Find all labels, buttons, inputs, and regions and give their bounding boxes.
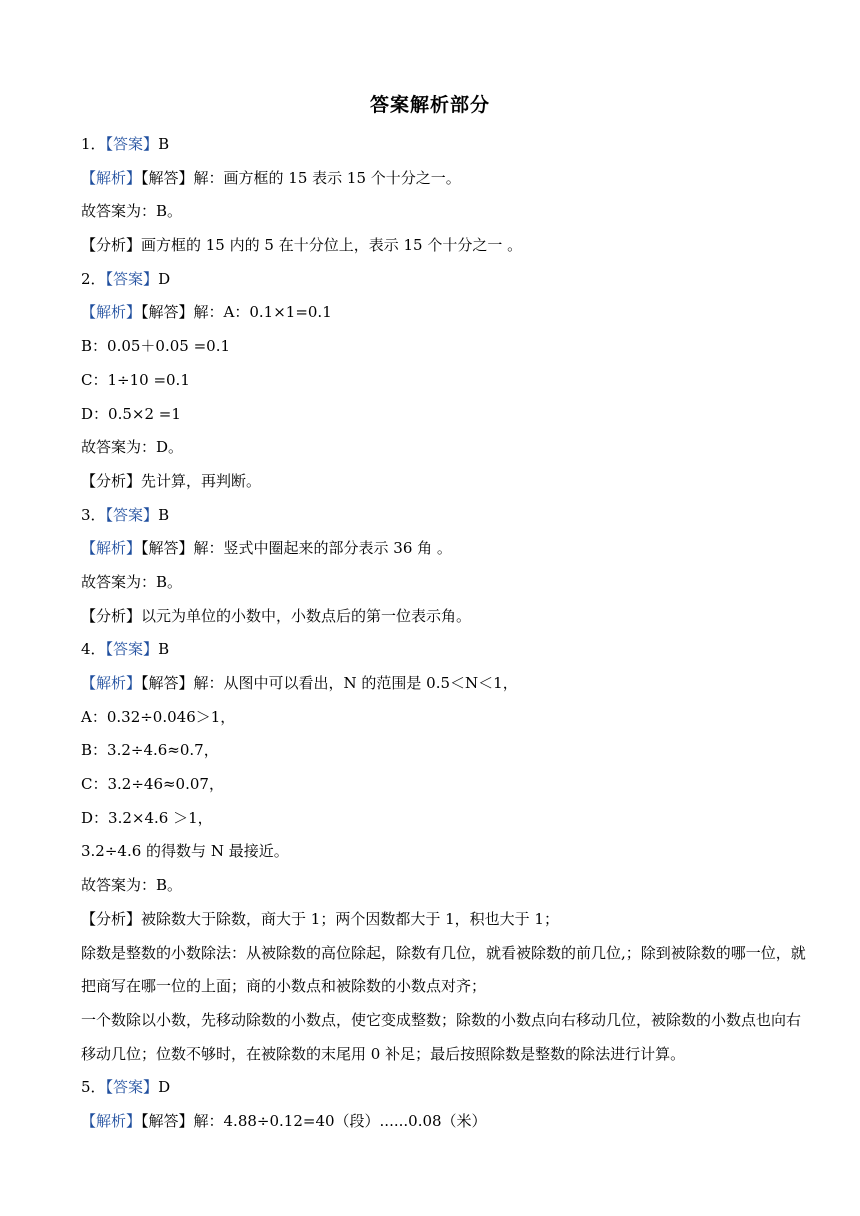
q1-analysis: 【分析】画方框的 15 内的 5 在十分位上，表示 15 个十分之一 。 (81, 236, 523, 255)
q1-solution-line (81, 162, 811, 196)
q3-answer: B (158, 505, 170, 524)
q2-number: 2． (81, 269, 106, 288)
q2-conclusion: 故答案为：D。 (81, 438, 184, 457)
page-title: 答案解析部分 (369, 94, 490, 116)
q4-analysis: 【分析】被除数大于除数，商大于 1；两个因数都大于 1，积也大于 1； (81, 909, 559, 928)
q5-solution: 【解答】解：4.88÷0.12=40（段）......0.08（米） (141, 1112, 487, 1130)
q3-number: 3． (81, 505, 106, 524)
q5-answer-line (81, 1071, 811, 1105)
q4-conclusion: 故答案为：B。 (81, 876, 183, 895)
q4-analysis-3: 一个数除以小数，先移动除数的小数点，使它变成整数；除数的小数点向右移动几位，被除数的小数点也向右移动几位；位数不够时，在被除数的末尾用 0 补足；最后按照除数是整数的除法进行计算。 (81, 1010, 802, 1063)
q3-conclusion: 故答案为：B。 (81, 572, 183, 591)
answer-content (81, 128, 811, 1139)
q3-analysis: 【分析】以元为单位的小数中，小数点后的第一位表示角。 (81, 606, 472, 625)
q4-number: 4． (81, 640, 106, 659)
q3-solution: 【解答】解：竖式中圈起来的部分表示 36 角 。 (141, 539, 452, 558)
q3-solution-line (81, 532, 811, 566)
q1-conclusion: 故答案为：B。 (81, 202, 183, 221)
q2-solution: 【解答】解：A：0.1×1=0.1 (141, 303, 332, 322)
q3-answer-line (81, 499, 811, 533)
q2-answer-tag: 【答案】 (105, 269, 159, 288)
q4-line-a: A：0.32÷0.046＞1， (81, 707, 236, 726)
q4-answer-line (81, 633, 811, 667)
q4-answer: B (158, 640, 170, 659)
q1-number: 1． (81, 135, 106, 153)
q2-jiexi-tag: 【解析】 (81, 303, 142, 322)
q5-jiexi-tag: 【解析】 (81, 1112, 142, 1130)
q4-jiexi-tag: 【解析】 (81, 674, 142, 692)
q4-solution-line (81, 667, 811, 701)
q4-solution: 【解答】解：从图中可以看出，N 的范围是 0.5＜N＜1， (141, 674, 518, 692)
q1-answer-line (81, 128, 811, 162)
q1-jiexi-tag: 【解析】 (81, 168, 142, 187)
q1-solution: 【解答】解：画方框的 15 表示 15 个十分之一。 (141, 168, 461, 187)
q5-answer-tag: 【答案】 (105, 1078, 159, 1097)
q4-line-c: C：3.2÷46≈0.07， (81, 775, 224, 794)
q2-solution-line (81, 296, 811, 330)
q4-answer-tag: 【答案】 (105, 640, 159, 659)
q2-analysis: 【分析】先计算，再判断。 (81, 471, 262, 490)
q1-answer-tag: 【答案】 (105, 135, 159, 153)
q4-line-b: B：3.2÷4.6≈0.7， (81, 741, 219, 760)
q4-analysis-2: 除数是整数的小数除法：从被除数的高位除起，除数有几位，就看被除数的前几位,；除到被除数的哪一位，就把商写在哪一位的上面；商的小数点和被除数的小数点对齐； (81, 943, 806, 996)
q5-answer: D (158, 1078, 171, 1097)
q4-line-d: D：3.2×4.6 ＞1， (81, 808, 213, 827)
q4-line-e: 3.2÷4.6 的得数与 N 最接近。 (81, 842, 289, 861)
q2-line-d: D：0.5×2 =1 (81, 404, 181, 423)
q2-answer-line (81, 263, 811, 297)
q5-number: 5． (81, 1078, 106, 1097)
q5-solution-line (81, 1105, 811, 1139)
q1-answer: B (158, 135, 170, 153)
q3-answer-tag: 【答案】 (105, 505, 159, 524)
q3-jiexi-tag: 【解析】 (81, 539, 142, 558)
q2-line-b: B：0.05＋0.05 =0.1 (81, 337, 231, 356)
q2-answer: D (158, 269, 171, 288)
q2-line-c: C：1÷10 =0.1 (81, 370, 190, 389)
